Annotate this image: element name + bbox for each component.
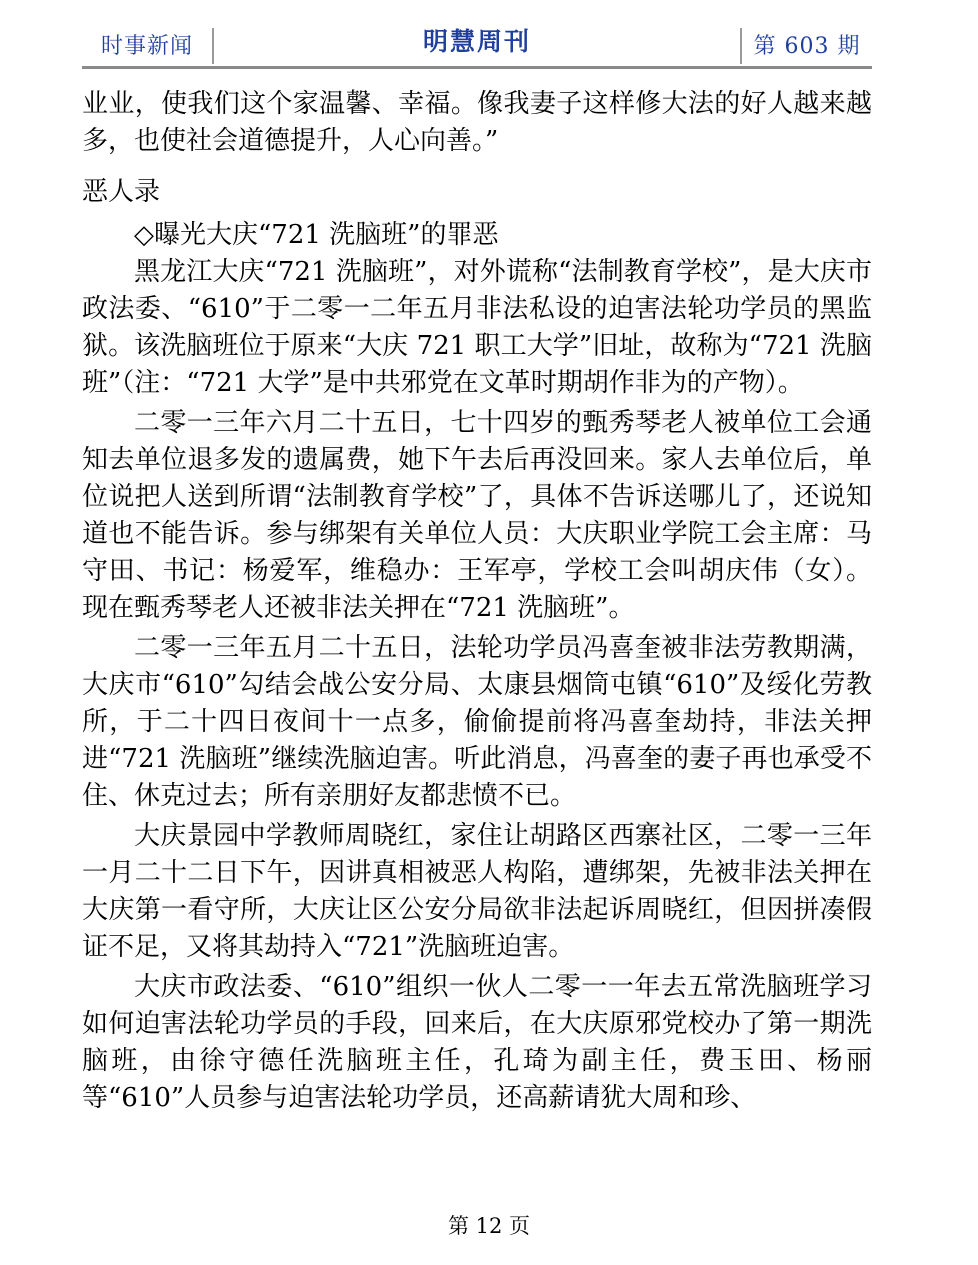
page-number: 第 12 页 — [447, 1214, 531, 1238]
header-publication-title: 明慧周刊 — [422, 27, 531, 56]
header-issue-number: 第 603 期 — [753, 34, 861, 59]
article-body — [82, 86, 872, 1120]
header-category: 时事新闻 — [100, 34, 193, 59]
article-subtitle: ◇曝光大庆“721 洗脑班”的罪恶 — [134, 220, 499, 250]
body-paragraph: 二零一三年六月二十五日，七十四岁的甄秀琴老人被单位工会通知去单位退多发的遗属费，她下午去后再没回来。家人去单位后，单位说把人送到所谓“法制教育学校”了，具体不告诉送哪儿了，还说知道也不能告诉。参与绑架有关单位人员：大庆职业学院工会主席：马守田、书记：杨爱军，维稳办：王军亭，学校工会叫胡庆伟（女）。现在甄秀琴老人还被非法关押在“721 洗脑班”。 — [82, 408, 872, 623]
body-paragraph: 二零一三年五月二十五日，法轮功学员冯喜奎被非法劳教期满，大庆市“610”勾结会战公安分局、太康县烟筒屯镇“610”及绥化劳教所，于二十四日夜间十一点多，偷偷提前将冯喜奎劫持，非法关押进“721 洗脑班”继续洗脑迫害。听此消息，冯喜奎的妻子再也承受不住、休克过去；所有亲朋好友都悲愤不已。 — [82, 633, 872, 811]
header-rule — [82, 66, 872, 69]
section-title: 恶人录 — [82, 177, 161, 207]
body-paragraph: 大庆市政法委、“610”组织一伙人二零一一年去五常洗脑班学习如何迫害法轮功学员的手段，回来后，在大庆原邪党校办了第一期洗脑班，由徐守德任洗脑班主任，孔琦为副主任，费玉田、杨丽等“610”人员参与迫害法轮功学员，还高薪请犹大周和珍、 — [82, 972, 872, 1113]
body-paragraph: 黑龙江大庆“721 洗脑班”，对外谎称“法制教育学校”，是大庆市政法委、“610”于二零一二年五月非法私设的迫害法轮功学员的黑监狱。该洗脑班位于原来“大庆 721 职工大学”旧址，故称为“721 洗脑班”（注：“721 大学”是中共邪党在文革时期胡作非为的产物）。 — [82, 257, 872, 398]
lead-paragraph: 业业，使我们这个家温馨、幸福。像我妻子这样修大法的好人越来越多，也使社会道德提升，人心向善。” — [82, 89, 872, 156]
page-header — [82, 24, 872, 66]
body-paragraph: 大庆景园中学教师周晓红，家住让胡路区西寨社区，二零一三年一月二十二日下午，因讲真相被恶人构陷，遭绑架，先被非法关押在大庆第一看守所，大庆让区公安分局欲非法起诉周晓红，但因拼凑假证不足，又将其劫持入“721”洗脑班迫害。 — [82, 821, 872, 962]
